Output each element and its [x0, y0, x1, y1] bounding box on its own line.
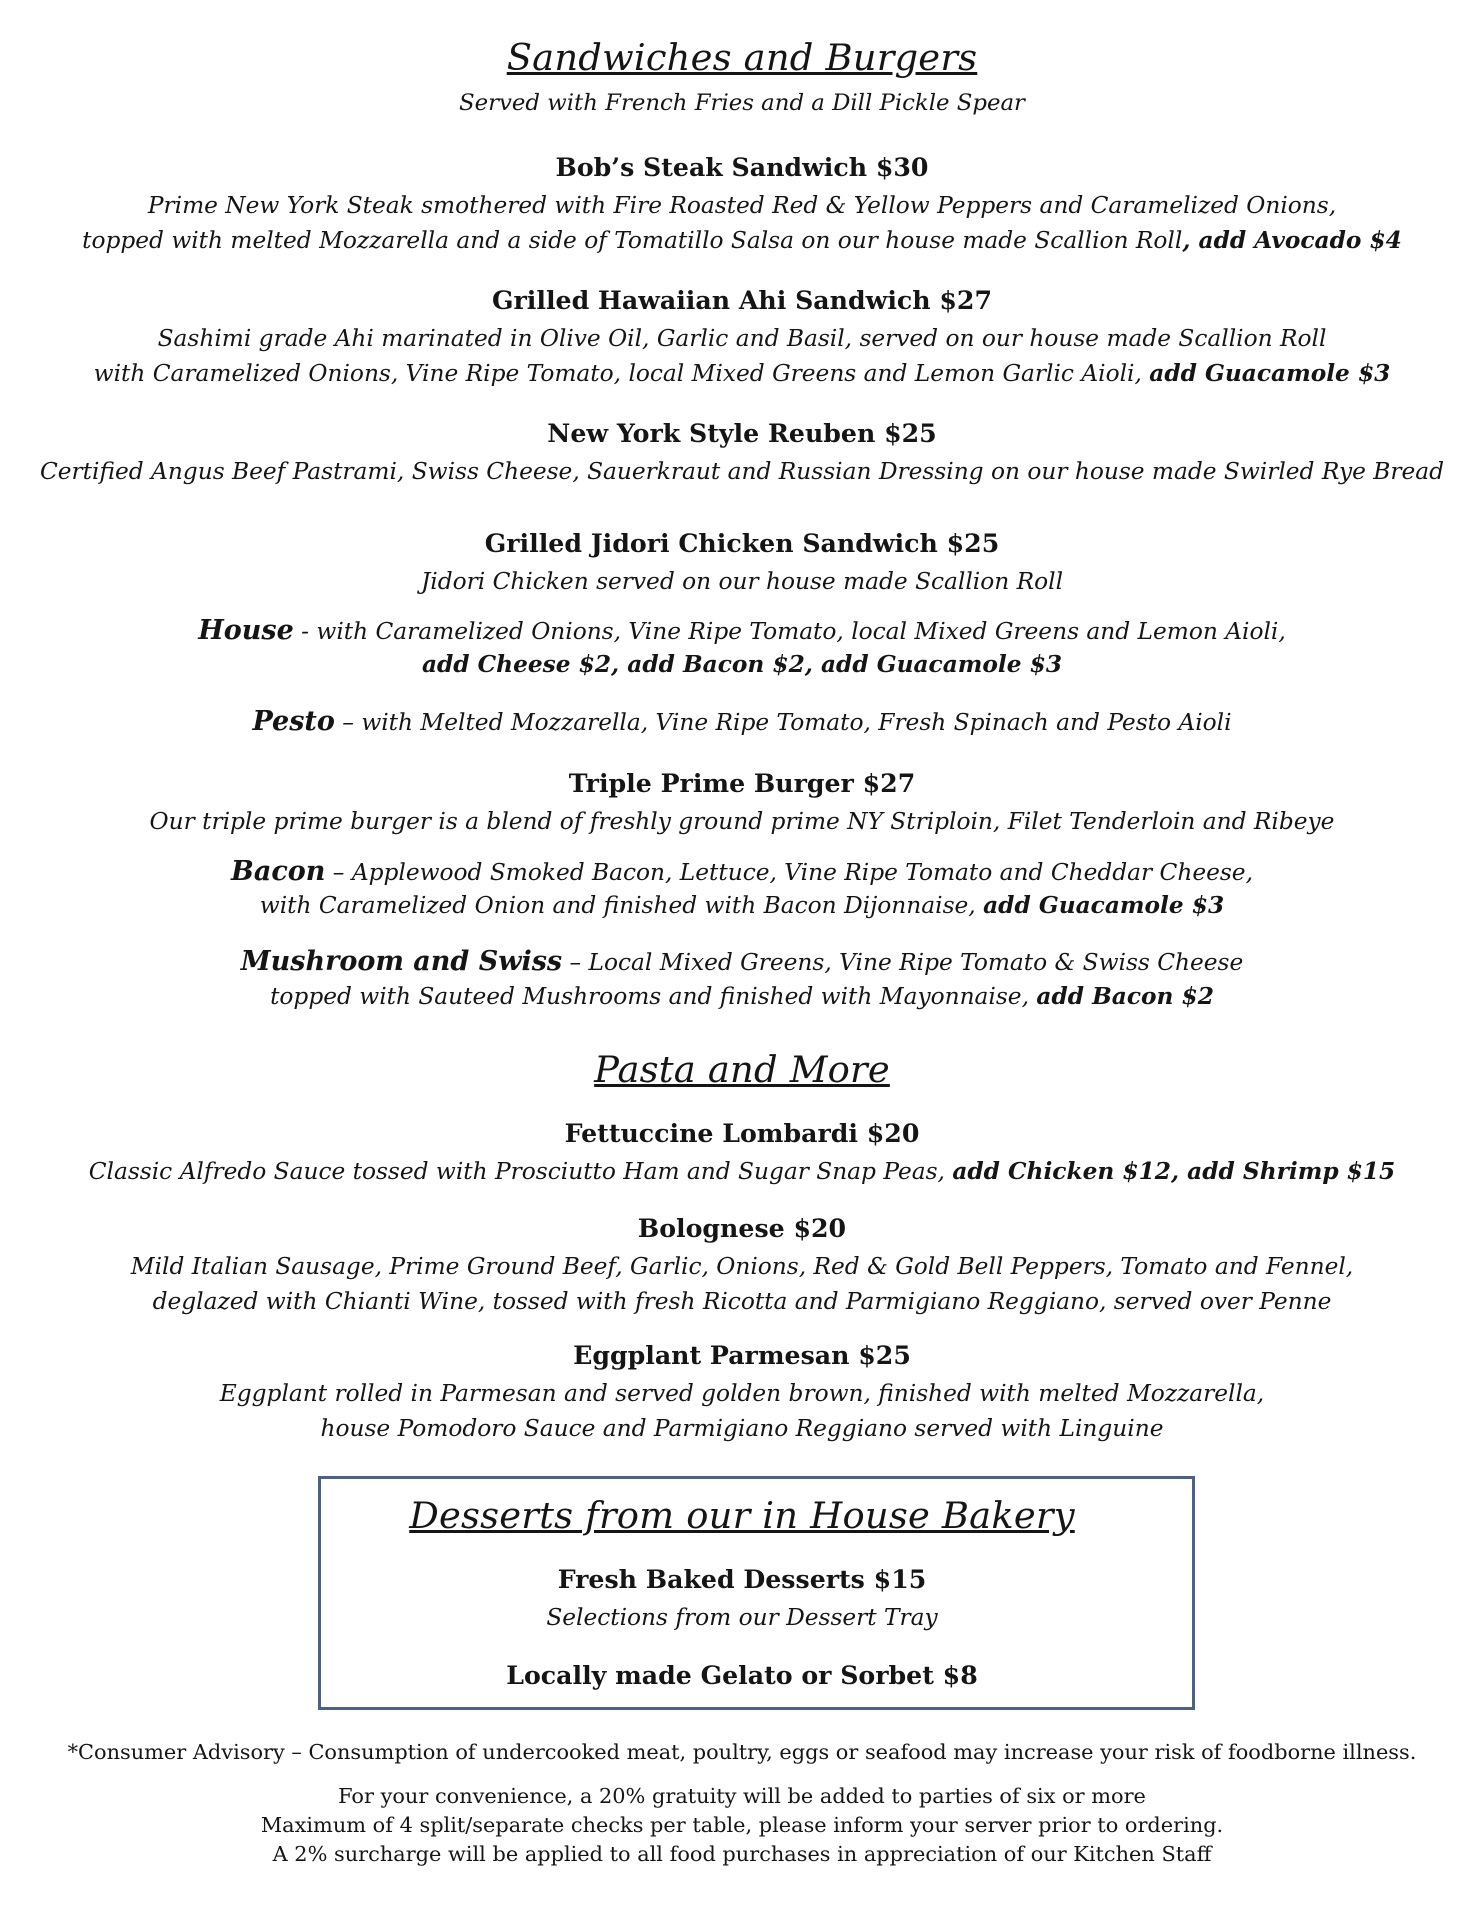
- item-desc-eggplant: Eggplant rolled in Parmesan and served golden brown, finished with melted Mozzarella,: [219, 1380, 1265, 1407]
- item-desc-bolognese: Mild Italian Sausage, Prime Ground Beef, Garlic, Onions, Red & Gold Bell Peppers, Tomato and Fennel,: [130, 1253, 1354, 1280]
- variant-label-house: House: [198, 615, 294, 646]
- item-desc-fresh-desserts: Selections from our Dessert Tray: [546, 1604, 938, 1631]
- variant-label-mushroom-swiss: Mushroom and Swiss: [240, 946, 563, 977]
- item-desc-triple-prime-burger: Our triple prime burger is a blend of freshly ground prime NY Striploin, Filet Tenderloin and Ribeye: [149, 808, 1335, 835]
- item-name-steak-sandwich: Bob’s Steak Sandwich $30: [555, 152, 929, 182]
- gratuity-note: For your convenience, a 20% gratuity will be added to parties of six or more: [338, 1784, 1146, 1808]
- item-name-reuben: New York Style Reuben $25: [547, 418, 937, 448]
- item-desc-ahi-sandwich-2: with Caramelized Onions, Vine Ripe Tomato, local Mixed Greens and Lemon Garlic Aioli, add Guacamole $3: [93, 360, 1391, 387]
- item-desc-steak-sandwich-2: topped with melted Mozzarella and a side of Tomatillo Salsa on our house made Scallion Roll, add Avocado $4: [82, 227, 1402, 254]
- addon-avocado: , add Avocado $4: [1182, 227, 1402, 254]
- variant-label-pesto: Pesto: [252, 706, 335, 737]
- item-name-fresh-desserts: Fresh Baked Desserts $15: [557, 1564, 927, 1594]
- item-name-triple-prime-burger: Triple Prime Burger $27: [568, 768, 916, 798]
- addon-chicken-shrimp: add Chicken $12, add Shrimp $15: [952, 1158, 1396, 1185]
- variant-mushroom-swiss-2: topped with Sauteed Mushrooms and finished with Mayonnaise, add Bacon $2: [270, 983, 1214, 1010]
- item-name-chicken-sandwich: Grilled Jidori Chicken Sandwich $25: [484, 528, 1000, 558]
- variant-bacon-2: with Caramelized Onion and finished with Bacon Dijonnaise, add Guacamole $3: [259, 892, 1225, 919]
- variant-label-bacon: Bacon: [231, 856, 326, 887]
- surcharge-note: A 2% surcharge will be applied to all food purchases in appreciation of our Kitchen Staff: [272, 1842, 1212, 1866]
- item-desc-bolognese-2: deglazed with Chianti Wine, tossed with fresh Ricotta and Parmigiano Reggiano, served over Penne: [152, 1288, 1332, 1315]
- section-title-pasta: Pasta and More: [594, 1048, 890, 1091]
- item-name-ahi-sandwich: Grilled Hawaiian Ahi Sandwich $27: [491, 285, 993, 315]
- consumer-advisory: *Consumer Advisory – Consumption of undercooked meat, poultry, eggs or seafood may increase your risk of foodborne illness.: [67, 1740, 1417, 1764]
- variant-bacon: Bacon – Applewood Smoked Bacon, Lettuce, Vine Ripe Tomato and Cheddar Cheese,: [231, 856, 1253, 887]
- section-title-desserts: Desserts from our in House Bakery: [409, 1494, 1075, 1537]
- addon-guacamole: add Guacamole $3: [1149, 360, 1391, 387]
- section-subtitle-sandwiches: Served with French Fries and a Dill Pickle Spear: [459, 90, 1025, 116]
- item-name-gelato: Locally made Gelato or Sorbet $8: [506, 1660, 978, 1690]
- item-name-bolognese: Bolognese $20: [637, 1213, 847, 1243]
- variant-house: House - with Caramelized Onions, Vine Ripe Tomato, local Mixed Greens and Lemon Aioli,: [198, 615, 1286, 646]
- item-name-eggplant: Eggplant Parmesan $25: [573, 1340, 911, 1370]
- variant-mushroom-swiss: Mushroom and Swiss – Local Mixed Greens, Vine Ripe Tomato & Swiss Cheese: [240, 946, 1244, 977]
- section-title-sandwiches: Sandwiches and Burgers: [506, 36, 978, 79]
- item-desc-ahi-sandwich: Sashimi grade Ahi marinated in Olive Oil, Garlic and Basil, served on our house made Scallion Roll: [157, 325, 1327, 352]
- item-desc-fettuccine: Classic Alfredo Sauce tossed with Prosciutto Ham and Sugar Snap Peas, add Chicken $12, add Shrimp $15: [88, 1158, 1396, 1185]
- item-desc-chicken-sandwich: Jidori Chicken served on our house made Scallion Roll: [420, 568, 1064, 595]
- item-desc-eggplant-2: house Pomodoro Sauce and Parmigiano Reggiano served with Linguine: [320, 1415, 1164, 1442]
- item-desc-reuben: Certified Angus Beef Pastrami, Swiss Cheese, Sauerkraut and Russian Dressing on our house made Swirled Rye Bread: [39, 458, 1445, 485]
- item-name-fettuccine: Fettuccine Lombardi $20: [564, 1118, 920, 1148]
- split-checks-note: Maximum of 4 split/separate checks per table, please inform your server prior to ordering.: [260, 1813, 1224, 1837]
- variant-pesto: Pesto – with Melted Mozzarella, Vine Ripe Tomato, Fresh Spinach and Pesto Aioli: [252, 706, 1232, 737]
- item-desc-steak-sandwich: Prime New York Steak smothered with Fire Roasted Red & Yellow Peppers and Caramelized Onions,: [147, 192, 1337, 219]
- variant-house-addons: add Cheese $2, add Bacon $2, add Guacamole $3: [421, 651, 1063, 678]
